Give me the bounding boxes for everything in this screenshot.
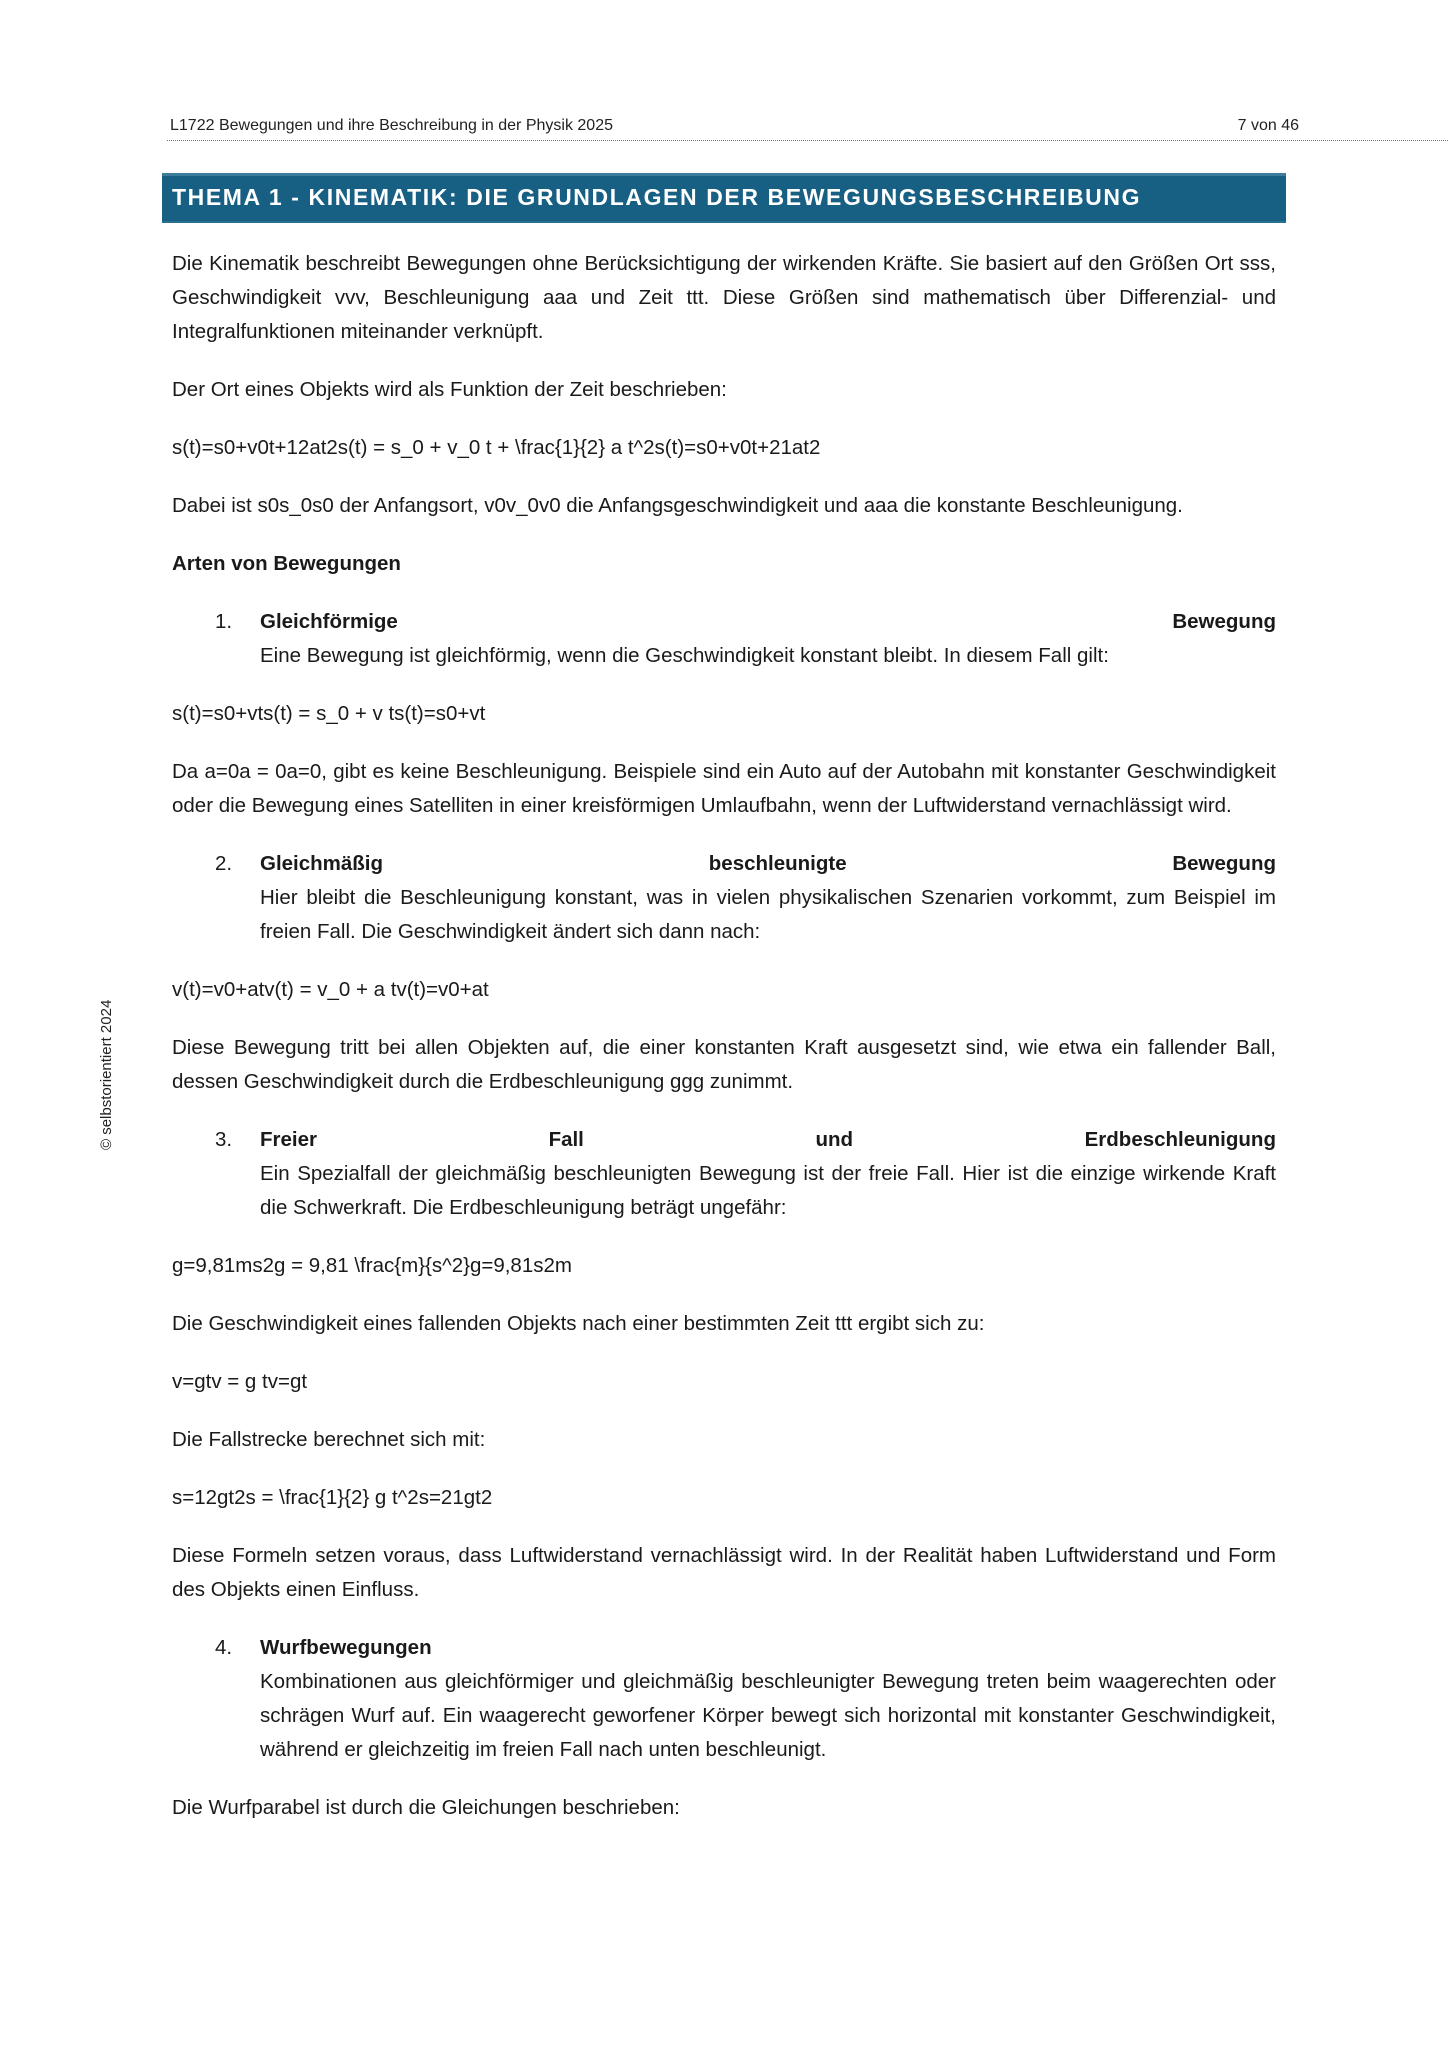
list-number: 2. [215, 852, 233, 875]
heading-word: Gleichmäßig [260, 852, 384, 875]
fallstrecke-paragraph: Die Fallstrecke berechnet sich mit: [172, 1428, 486, 1451]
page-header [167, 115, 1370, 143]
formula-ort: s(t)=s0+v0t+12at2s(t) = s_0 + v_0 t + \frac{1}{2} a t^2s(t)=s0+v0t+21at2 [172, 436, 821, 459]
list-item-3 [172, 1123, 1276, 1225]
section-banner [162, 173, 1286, 223]
list-item-2 [172, 847, 1276, 949]
formula-v: v(t)=v0+atv(t) = v_0 + a tv(t)=v0+at [172, 978, 489, 1001]
heading-word: Fall [548, 1128, 584, 1151]
heading-word: Gleichförmige [260, 610, 398, 633]
list-item-1 [172, 605, 1276, 673]
formula-vgt: v=gtv = g tv=gt [172, 1370, 308, 1393]
list-item-body: Kombinationen aus gleichförmiger und gleichmäßig beschleunigter Bewegung treten beim waagerechten oder schrägen Wurf auf. Ein waagerecht geworfener Körper bewegt sich horizontal mit konstanter Geschwindigkeit, während er gleichzeitig im freien Fall nach unten beschleunigt. [260, 1670, 1276, 1761]
heading-word: Bewegung [1172, 610, 1276, 633]
formula-g: g=9,81ms2g = 9,81 \frac{m}{s^2}g=9,81s2m [172, 1254, 572, 1277]
heading-word: Wurfbewegungen [260, 1636, 432, 1659]
list-item-body: Hier bleibt die Beschleunigung konstant, was in vielen physikalischen Szenarien vorkommt, zum Beispiel im freien Fall. Die Geschwindigkeit ändert sich dann nach: [260, 886, 1276, 943]
list-number: 4. [215, 1636, 233, 1659]
section-title: THEMA 1 - KINEMATIK: DIE GRUNDLAGEN DER BEWEGUNGSBESCHREIBUNG [172, 184, 1142, 210]
ort-intro: Der Ort eines Objekts wird als Funktion der Zeit beschrieben: [172, 378, 727, 401]
list-item-body: Ein Spezialfall der gleichmäßig beschleunigten Bewegung ist der freie Fall. Hier ist die einzige wirkende Kraft die Schwerkraft. Die Erdbeschleunigung beträgt ungefähr: [260, 1162, 1276, 1219]
section-heading: Arten von Bewegungen [172, 552, 401, 575]
list-item-4 [172, 1631, 1276, 1767]
intro-paragraph: Die Kinematik beschreibt Bewegungen ohne Berücksichtigung der wirkenden Kräfte. Sie basiert auf den Größen Ort sss, Geschwindigkeit vvv, Beschleunigung aaa und Zeit ttt. Diese Größen sind mathematisch über Differenzial- und Integralfunktionen miteinander verknüpft. [172, 252, 1276, 343]
document-body [172, 247, 1276, 1849]
diese-bewegung-paragraph: Diese Bewegung tritt bei allen Objekten auf, die einer konstanten Kraft ausgesetzt sind, wie etwa ein fallender Ball, dessen Geschwindigkeit durch die Erdbeschleunigung ggg zunimmt. [172, 1036, 1276, 1093]
da-a0-paragraph: Da a=0a = 0a=0, gibt es keine Beschleunigung. Beispiele sind ein Auto auf der Autobahn mit konstanter Geschwindigkeit oder die Bewegung eines Satelliten in einer kreisförmigen Umlaufbahn, wenn der Luftwiderstand vernachlässigt wird. [172, 760, 1276, 817]
list-item-heading [260, 1123, 1276, 1157]
header-divider [167, 140, 1448, 141]
formeln-voraus-paragraph: Diese Formeln setzen voraus, dass Luftwiderstand vernachlässigt wird. In der Realität haben Luftwiderstand und Form des Objekts einen Einfluss. [172, 1544, 1276, 1601]
list-item-heading [260, 1631, 1276, 1665]
heading-word: Bewegung [1172, 852, 1276, 875]
list-item-heading [260, 847, 1276, 881]
heading-word: und [815, 1128, 854, 1151]
heading-word: beschleunigte [708, 852, 847, 875]
heading-word: Freier [260, 1128, 317, 1151]
formula-gleichfoermig: s(t)=s0+vts(t) = s_0 + v ts(t)=s0+vt [172, 702, 486, 725]
formula-s: s=12gt2s = \frac{1}{2} g t^2s=21gt2 [172, 1486, 493, 1509]
document-title: L1722 Bewegungen und ihre Beschreibung in der Physik 2025 [170, 117, 613, 134]
geschw-fall-paragraph: Die Geschwindigkeit eines fallenden Objekts nach einer bestimmten Zeit ttt ergibt sich zu: [172, 1312, 985, 1335]
copyright-note: © selbstorientiert 2024 [98, 999, 115, 1150]
list-number: 1. [215, 610, 233, 633]
heading-word: Erdbeschleunigung [1084, 1128, 1276, 1151]
wurfparabel-paragraph: Die Wurfparabel ist durch die Gleichungen beschrieben: [172, 1796, 680, 1819]
list-item-body: Eine Bewegung ist gleichförmig, wenn die Geschwindigkeit konstant bleibt. In diesem Fall gilt: [260, 644, 1109, 667]
list-item-heading [260, 605, 1276, 639]
page-number: 7 von 46 [1237, 117, 1299, 134]
dabei-paragraph: Dabei ist s0s_0s0 der Anfangsort, v0v_0v0 die Anfangsgeschwindigkeit und aaa die konstante Beschleunigung. [172, 494, 1183, 517]
list-number: 3. [215, 1128, 233, 1151]
